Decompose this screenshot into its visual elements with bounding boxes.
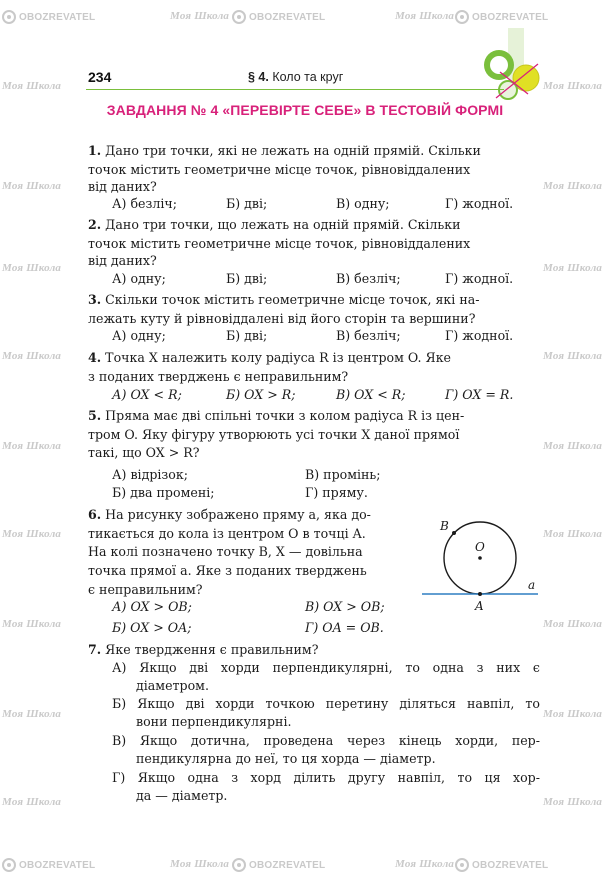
- question-text: такі, що OX > R?: [88, 445, 200, 460]
- question-text: На колі позначено точку B, X — довільна: [88, 544, 363, 559]
- watermark: Моя Школа: [170, 10, 230, 22]
- section-title: § 4. Коло та круг: [248, 70, 344, 84]
- watermark: Моя Школа: [2, 708, 62, 720]
- question-text: з поданих тверджень є неправильним?: [88, 369, 349, 384]
- question-text: від даних?: [88, 179, 157, 194]
- answer-option: вони перпендикулярні.: [136, 714, 292, 729]
- answer-option: А) одну;: [112, 328, 166, 343]
- watermark: Моя Школа: [2, 80, 62, 92]
- answer-option: А) Якщо дві хорди перпендикулярні, то одна з них є: [112, 660, 540, 675]
- answer-option: Г) OA = OB.: [305, 620, 384, 635]
- answer-option: В) безліч;: [336, 328, 401, 343]
- brand-logo-icon: [2, 10, 16, 24]
- question-text: від даних?: [88, 253, 157, 268]
- watermark: Моя Школа: [543, 350, 602, 362]
- question-text: точка прямої a. Яке з поданих тверджень: [88, 563, 367, 578]
- label-center-o: O: [475, 540, 485, 554]
- answer-option: Б) Якщо дві хорди точкою перетину діляться навпіл, то: [112, 696, 540, 711]
- answer-option: А) OX < R;: [112, 387, 182, 402]
- answer-option: В) OX > OB;: [305, 599, 385, 614]
- geometry-figure: [418, 515, 542, 615]
- answer-option: А) безліч;: [112, 196, 177, 211]
- question-text: точок містить геометричне місце точок, рівновіддалених: [88, 236, 471, 251]
- watermark: Моя Школа: [543, 618, 602, 630]
- question-text: 3. Скільки точок містить геометричне місце точок, які на-: [88, 292, 480, 307]
- answer-option: Г) OX = R.: [445, 387, 514, 402]
- answer-option: пендикулярна до неї, то ця хорда — діаметр.: [136, 751, 436, 766]
- answer-option: А) OX > OB;: [112, 599, 192, 614]
- answer-option: Г) пряму.: [305, 485, 368, 500]
- watermark: Моя Школа: [2, 528, 62, 540]
- answer-option: В) OX < R;: [336, 387, 406, 402]
- question-text: 7. Яке твердження є правильним?: [88, 642, 319, 657]
- answer-option: діаметром.: [136, 678, 209, 693]
- answer-option: А) одну;: [112, 271, 166, 286]
- answer-option: В) Якщо дотична, проведена через кінець хорди, пер-: [112, 733, 540, 748]
- page-title: ЗАВДАННЯ № 4 «ПЕРЕВІРТЕ СЕБЕ» В ТЕСТОВІЙ ФОРМІ: [106, 102, 504, 118]
- label-point-b: B: [440, 519, 449, 533]
- answer-option: Г) жодної.: [445, 328, 514, 343]
- answer-option: В) промінь;: [305, 467, 381, 482]
- question-text: є неправильним?: [88, 582, 203, 597]
- watermark: Моя Школа: [2, 262, 62, 274]
- label-line-a: a: [528, 578, 536, 592]
- answer-option: Г) жодної.: [445, 271, 514, 286]
- answer-option: А) відрізок;: [112, 467, 188, 482]
- watermark: Моя Школа: [543, 528, 602, 540]
- question-text: 4. Точка X належить колу радіуса R із центром O. Яке: [88, 350, 452, 365]
- header-divider: [86, 89, 504, 90]
- question-text: тикається до кола із центром O в точці A.: [88, 526, 366, 541]
- watermark: Моя Школа: [170, 858, 230, 870]
- watermark: Моя Школа: [395, 10, 455, 22]
- watermark: Моя Школа: [2, 350, 62, 362]
- question-text: 2. Дано три точки, що лежать на одній прямій. Скільки: [88, 217, 461, 232]
- answer-option: В) одну;: [336, 196, 390, 211]
- watermark: Моя Школа: [543, 708, 602, 720]
- watermark: OBOZREVATEL: [232, 858, 325, 872]
- watermark: Моя Школа: [2, 618, 62, 630]
- brand-logo-icon: [232, 858, 246, 872]
- answer-option: Б) OX > OA;: [112, 620, 192, 635]
- watermark: OBOZREVATEL: [455, 858, 548, 872]
- question-text: лежать куту й рівновіддалені від його сторін та вершини?: [88, 311, 476, 326]
- watermark: Моя Школа: [395, 858, 455, 870]
- brand-logo-icon: [232, 10, 246, 24]
- question-text: 6. На рисунку зображено пряму a, яка до-: [88, 507, 371, 522]
- watermark: OBOZREVATEL: [232, 10, 325, 24]
- question-text: 1. Дано три точки, які не лежать на одній прямій. Скільки: [88, 143, 481, 158]
- watermark: Моя Школа: [543, 440, 602, 452]
- watermark: OBOZREVATEL: [2, 10, 95, 24]
- watermark: Моя Школа: [2, 440, 62, 452]
- watermark: OBOZREVATEL: [2, 858, 95, 872]
- answer-option: Б) дві;: [226, 196, 268, 211]
- answer-option: Б) дві;: [226, 271, 268, 286]
- watermark: Моя Школа: [543, 180, 602, 192]
- brand-logo-icon: [2, 858, 16, 872]
- answer-option: В) безліч;: [336, 271, 401, 286]
- question-text: тром O. Яку фігуру утворюють усі точки X даної прямої: [88, 427, 460, 442]
- watermark: Моя Школа: [543, 796, 602, 808]
- question-text: 5. Пряма має дві спільні точки з колом радіуса R із цен-: [88, 408, 465, 423]
- brand-logo-icon: [455, 10, 469, 24]
- answer-option: Б) два промені;: [112, 485, 215, 500]
- answer-option: Г) жодної.: [445, 196, 514, 211]
- watermark: Моя Школа: [2, 180, 62, 192]
- watermark: Моя Школа: [2, 796, 62, 808]
- answer-option: Б) дві;: [226, 328, 268, 343]
- decorative-circles-icon: [478, 28, 548, 104]
- answer-option: Б) OX > R;: [226, 387, 296, 402]
- watermark: Моя Школа: [543, 262, 602, 274]
- label-point-a: A: [475, 599, 484, 613]
- answer-option: Г) Якщо одна з хорд ділить другу навпіл, то ця хор-: [112, 770, 540, 785]
- page-number: 234: [88, 69, 112, 85]
- brand-logo-icon: [455, 858, 469, 872]
- question-text: точок містить геометричне місце точок, рівновіддалених: [88, 162, 471, 177]
- watermark: Моя Школа: [543, 80, 602, 92]
- answer-option: да — діаметр.: [136, 788, 228, 803]
- watermark: OBOZREVATEL: [455, 10, 548, 24]
